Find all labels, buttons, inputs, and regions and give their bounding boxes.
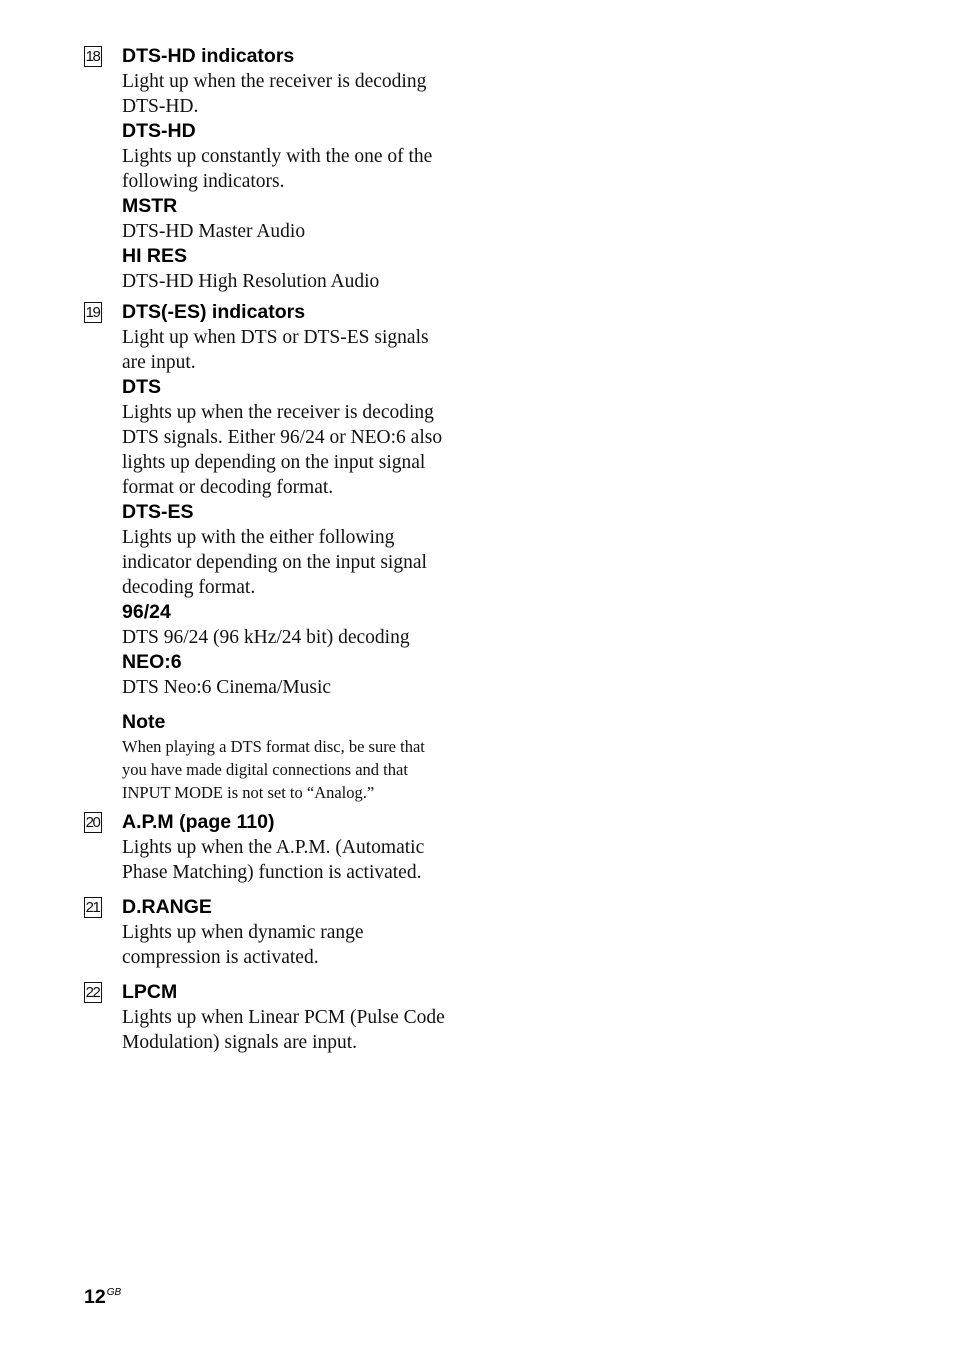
item-heading: LPCM <box>122 981 178 1003</box>
item-number-badge: 19 <box>84 302 102 323</box>
item-number-badge: 18 <box>84 46 102 67</box>
sub-text-line: format or decoding format. <box>122 477 334 498</box>
sub-text-line: DTS Neo:6 Cinema/Music <box>122 677 332 698</box>
sub-text-line: lights up depending on the input signal <box>122 452 426 473</box>
sub-text-line: DTS signals. Either 96/24 or NEO:6 also <box>122 427 443 448</box>
note-block <box>122 710 484 804</box>
item-apm <box>84 810 484 885</box>
sub-text-line: DTS 96/24 (96 kHz/24 bit) decoding <box>122 627 410 648</box>
item-text-line: are input. <box>122 352 196 373</box>
item-text-line: Light up when DTS or DTS-ES signals <box>122 327 429 348</box>
sub-heading: NEO:6 <box>122 651 182 673</box>
sub-heading: DTS-HD <box>122 120 196 142</box>
item-number-badge: 21 <box>84 897 102 918</box>
page-number-suffix: GB <box>106 1287 122 1298</box>
item-lpcm <box>84 980 484 1055</box>
sub-heading: HI RES <box>122 245 188 267</box>
sub-heading: 96/24 <box>122 601 171 623</box>
sub-text-line: following indicators. <box>122 171 285 192</box>
item-dts-hd-indicators <box>84 44 484 294</box>
sub-text-line: DTS-HD Master Audio <box>122 221 306 242</box>
item-d-range <box>84 895 484 970</box>
item-number-badge: 22 <box>84 982 102 1003</box>
item-text-line: Lights up when dynamic range <box>122 922 364 943</box>
item-heading: DTS(-ES) indicators <box>122 301 306 323</box>
item-text-line: Lights up when the A.P.M. (Automatic <box>122 837 425 858</box>
item-heading: DTS-HD indicators <box>122 45 295 67</box>
note-text-line: you have made digital connections and that <box>122 760 408 779</box>
item-text-line: Lights up when Linear PCM (Pulse Code <box>122 1007 445 1028</box>
sub-text-line: decoding format. <box>122 577 256 598</box>
item-number-badge: 20 <box>84 812 102 833</box>
sub-text-line: Lights up with the either following <box>122 527 395 548</box>
item-dts-es-indicators <box>84 300 484 804</box>
item-text-line: DTS-HD. <box>122 96 199 117</box>
item-text-line: Phase Matching) function is activated. <box>122 862 422 883</box>
sub-heading: DTS <box>122 376 161 398</box>
sub-text-line: Lights up when the receiver is decoding <box>122 402 434 423</box>
item-heading: A.P.M (page 110) <box>122 811 275 833</box>
page-number-value: 12 <box>84 1286 106 1308</box>
sub-text-line: Lights up constantly with the one of the <box>122 146 433 167</box>
sub-heading: MSTR <box>122 195 178 217</box>
content-column <box>84 44 484 1055</box>
item-heading: D.RANGE <box>122 896 212 918</box>
sub-heading: DTS-ES <box>122 501 194 523</box>
note-text-line: When playing a DTS format disc, be sure that <box>122 737 425 756</box>
sub-text-line: DTS-HD High Resolution Audio <box>122 271 380 292</box>
item-text-line: Light up when the receiver is decoding <box>122 71 427 92</box>
note-title: Note <box>122 711 166 733</box>
note-text-line: INPUT MODE is not set to “Analog.” <box>122 783 375 802</box>
page-number <box>84 1281 121 1309</box>
item-text-line: Modulation) signals are input. <box>122 1032 358 1053</box>
item-text-line: compression is activated. <box>122 947 319 968</box>
sub-text-line: indicator depending on the input signal <box>122 552 427 573</box>
